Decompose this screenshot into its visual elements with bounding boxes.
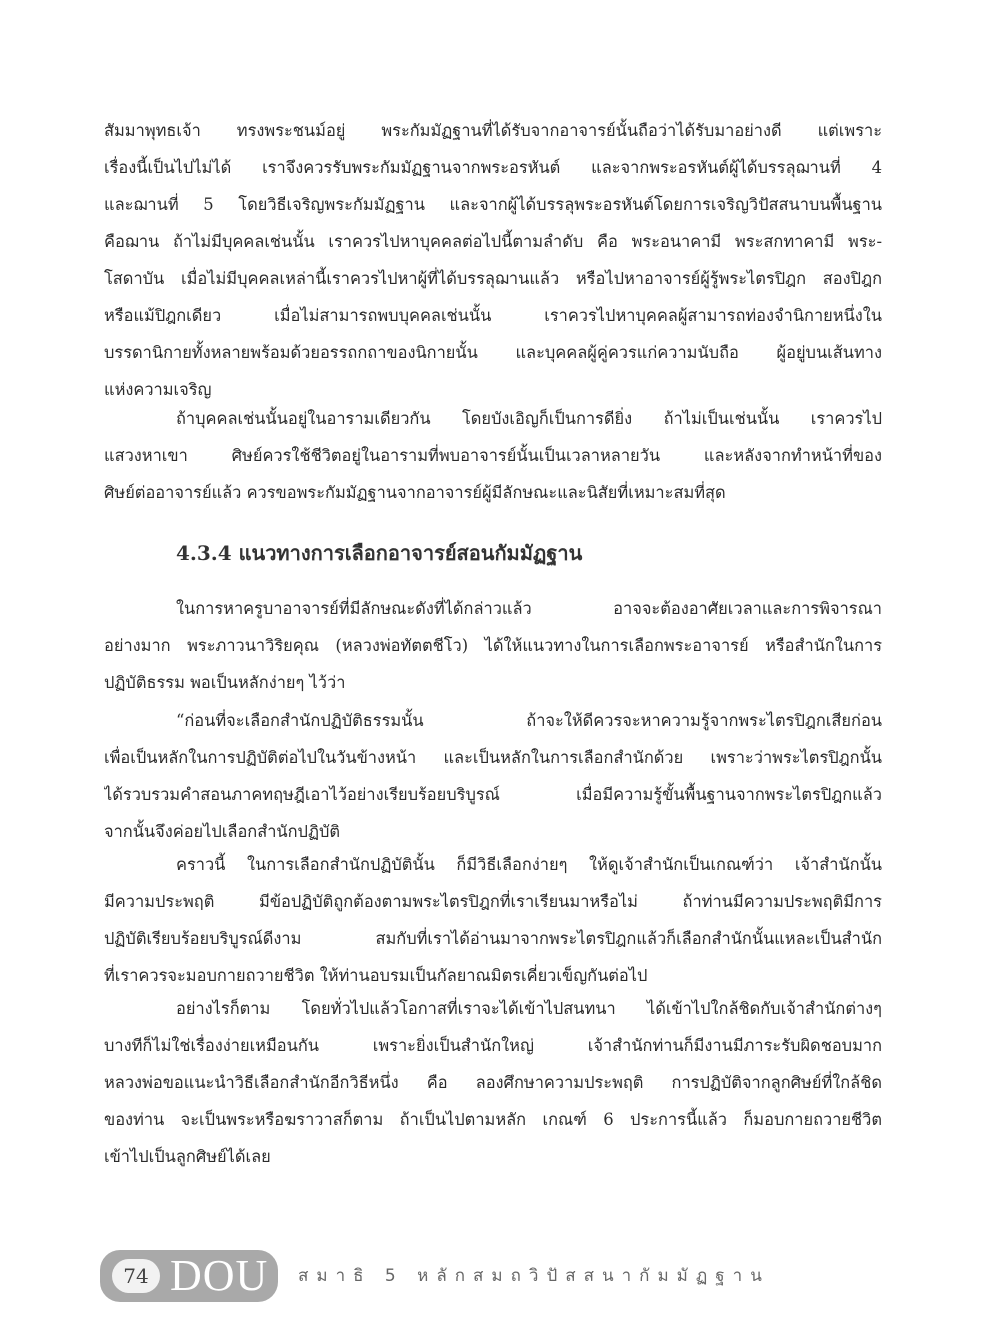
text-line: เพื่อเป็นหลักในการปฏิบัติต่อไปในวันข้างหน้า และเป็นหลักในการเลือกสำนักด้วย เพราะว่าพระไตรปิฎกนั้น bbox=[104, 748, 882, 767]
book-title: สมาธิ 5 หลักสมถวิปัสสนากัมมัฏฐาน bbox=[298, 1266, 770, 1286]
text-line: อย่างมาก พระภาวนาวิริยคุณ (หลวงพ่อทัตตชีโว) ได้ให้แนวทางในการเลือกพระอาจารย์ หรือสำนักในการ bbox=[104, 636, 882, 655]
text-line: ได้รวบรวมคำสอนภาคทฤษฎีเอาไว้อย่างเรียบร้อยบริบูรณ์ เมื่อมีความรู้ขั้นพื้นฐานจากพระไตรปิฎกแล้ว bbox=[104, 785, 882, 804]
org-logo: DOU bbox=[170, 1251, 269, 1300]
text-line: หลวงพ่อขอแนะนำวิธีเลือกสำนักอีกวิธีหนึ่ง คือ ลองศึกษาความประพฤติ การปฏิบัติจากลูกศิษย์ที่ใกล้ชิด bbox=[104, 1073, 882, 1092]
text-line: จากนั้นจึงค่อยไปเลือกสำนักปฏิบัติ bbox=[104, 822, 341, 841]
footer-badge bbox=[100, 1250, 278, 1302]
text-line: เข้าไปเป็นลูกศิษย์ได้เลย bbox=[104, 1147, 271, 1166]
paragraph-continuation bbox=[104, 112, 882, 408]
text-line: ที่เราควรจะมอบกายถวายชีวิต ให้ท่านอบรมเป็นกัลยาณมิตรเคี่ยวเข็ญกันต่อไป bbox=[104, 966, 648, 985]
text-line: ปฏิบัติธรรม พอเป็นหลักง่ายๆ ไว้ว่า bbox=[104, 673, 346, 692]
text-line: บางทีก็ไม่ใช่เรื่องง่ายเหมือนกัน เพราะยิ่งเป็นสำนักใหญ่ เจ้าสำนักท่านก็มีงานมีภาระรับผิดชอบมาก bbox=[104, 1036, 882, 1055]
text-line: ปฏิบัติเรียบร้อยบริบูรณ์ดีงาม สมกับที่เราได้อ่านมาจากพระไตรปิฎกแล้วก็เลือกสำนักนั้นแหละเป็นสำนัก bbox=[104, 929, 882, 948]
page-number: 74 bbox=[112, 1259, 160, 1293]
text-line: หรือแม้ปิฎกเดียว เมื่อไม่สามารถพบบุคคลเช่นนั้น เราควรไปหาบุคคลผู้สามารถท่องจำนิกายหนึ่งใน bbox=[104, 306, 882, 325]
text-line: คราวนี้ ในการเลือกสำนักปฏิบัตินั้น ก็มีวิธีเลือกง่ายๆ ให้ดูเจ้าสำนักเป็นเกณฑ์ว่า เจ้าสำนักนั้น bbox=[176, 855, 882, 874]
text-line: ศิษย์ต่ออาจารย์แล้ว ควรขอพระกัมมัฏฐานจากอาจารย์ผู้มีลักษณะและนิสัยที่เหมาะสมที่สุด bbox=[104, 483, 726, 502]
paragraph bbox=[104, 846, 882, 994]
text-line: เรื่องนี้เป็นไปไม่ได้ เราจึงควรรับพระกัมมัฏฐานจากพระอรหันต์ และจากพระอรหันต์ผู้ได้บรรลุฌานที่ 4 bbox=[104, 158, 882, 177]
quote-paragraph bbox=[104, 702, 882, 850]
text-line: บรรดานิกายทั้งหลายพร้อมด้วยอรรถกถาของนิกายนั้น และบุคคลผู้คู่ควรแก่ความนับถือ ผู้อยู่บนเส้นทาง bbox=[104, 343, 882, 362]
page-footer bbox=[100, 1250, 900, 1302]
text-line: คือฌาน ถ้าไม่มีบุคคลเช่นนั้น เราควรไปหาบุคคลต่อไปนี้ตามลำดับ คือ พระอนาคามี พระสกทาคามี พระ- bbox=[104, 232, 882, 251]
paragraph bbox=[104, 590, 882, 701]
section-heading: 4.3.4 แนวทางการเลือกอาจารย์สอนกัมมัฏฐาน bbox=[176, 541, 583, 565]
text-line: แสวงหาเขา ศิษย์ควรใช้ชีวิตอยู่ในอารามที่พบอาจารย์นั้นเป็นเวลาหลายวัน และหลังจากทำหน้าที่ของ bbox=[104, 446, 882, 465]
text-line: สัมมาพุทธเจ้า ทรงพระชนม์อยู่ พระกัมมัฏฐานที่ได้รับจากอาจารย์นั้นถือว่าได้รับมาอย่างดี แต่เพราะ bbox=[104, 121, 882, 140]
text-line: โสดาบัน เมื่อไม่มีบุคคลเหล่านี้เราควรไปหาผู้ที่ได้บรรลุฌานแล้ว หรือไปหาอาจารย์ผู้รู้พระไตรปิฎก สองปิฎก bbox=[104, 269, 882, 288]
text-line: มีความประพฤติ มีข้อปฏิบัติถูกต้องตามพระไตรปิฎกที่เราเรียนมาหรือไม่ ถ้าท่านมีความประพฤติมีการ bbox=[104, 892, 882, 911]
text-line: แห่งความเจริญ bbox=[104, 380, 212, 399]
paragraph bbox=[104, 400, 882, 511]
text-line: และฌานที่ 5 โดยวิธีเจริญพระกัมมัฏฐาน และจากผู้ได้บรรลุพระอรหันต์โดยการเจริญวิปัสสนาบนพื้นฐาน bbox=[104, 195, 882, 214]
text-line: ในการหาครูบาอาจารย์ที่มีลักษณะดังที่ได้กล่าวแล้ว อาจจะต้องอาศัยเวลาและการพิจารณา bbox=[176, 599, 882, 618]
text-line: ถ้าบุคคลเช่นนั้นอยู่ในอารามเดียวกัน โดยบังเอิญก็เป็นการดียิ่ง ถ้าไม่เป็นเช่นนั้น เราควรไป bbox=[176, 409, 882, 428]
paragraph bbox=[104, 990, 882, 1175]
text-line: “ก่อนที่จะเลือกสำนักปฏิบัติธรรมนั้น ถ้าจะให้ดีควรจะหาความรู้จากพระไตรปิฎกเสียก่อน bbox=[176, 711, 882, 730]
text-line: อย่างไรก็ตาม โดยทั่วไปแล้วโอกาสที่เราจะได้เข้าไปสนทนา ได้เข้าไปใกล้ชิดกับเจ้าสำนักต่างๆ bbox=[176, 999, 882, 1018]
text-line: ของท่าน จะเป็นพระหรือฆราวาสก็ตาม ถ้าเป็นไปตามหลัก เกณฑ์ 6 ประการนี้แล้ว ก็มอบกายถวายชีวิต bbox=[104, 1110, 882, 1129]
